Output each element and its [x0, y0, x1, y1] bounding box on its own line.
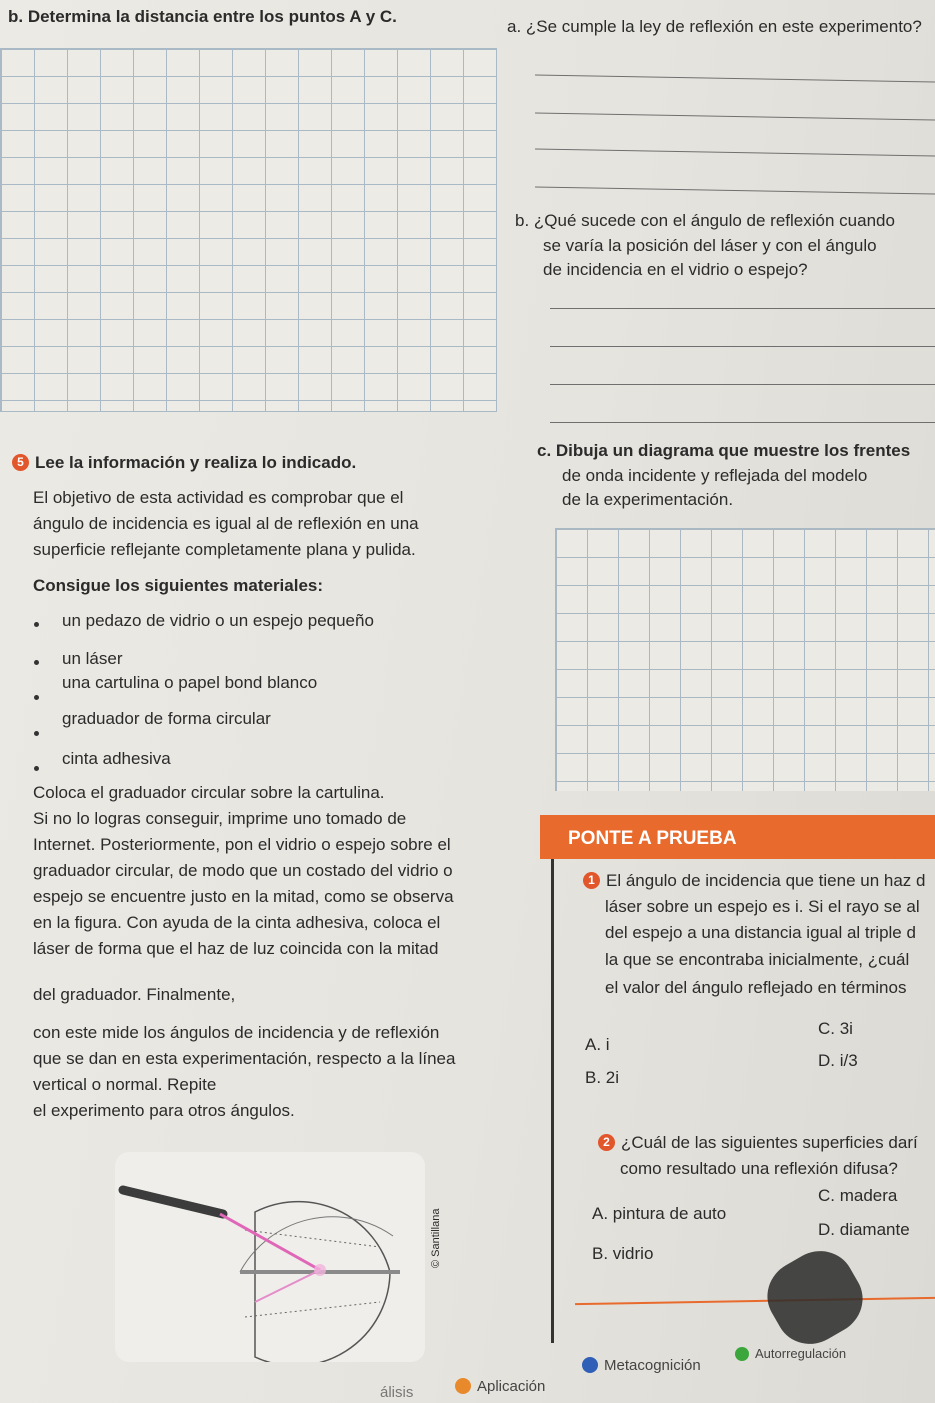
material-item: una cartulina o papel bond blanco [62, 673, 318, 692]
q2-text-1: ¿Cuál de las siguientes superficies darí [621, 1133, 918, 1152]
test-bottom-rule [575, 1297, 935, 1305]
procedure-line: Coloca el graduador circular sobre la cartulina. [33, 783, 385, 802]
q2-option-c[interactable]: C. madera [818, 1186, 898, 1205]
procedure-line: del graduador. Finalmente, [33, 985, 236, 1004]
materials-heading: Consigue los siguientes materiales: [33, 576, 324, 595]
aplicacion-label: Aplicación [477, 1378, 546, 1395]
activity-heading [12, 452, 356, 475]
q2-option-b[interactable]: B. vidrio [592, 1244, 654, 1263]
material-item: un pedazo de vidrio o un espejo pequeño [62, 611, 374, 630]
divider-line [551, 859, 554, 1343]
aplicacion-dot-icon [455, 1378, 471, 1394]
bullet-icon [34, 622, 39, 627]
question-c-line1 [537, 440, 910, 463]
q2-number: 2 [598, 1134, 615, 1151]
metacognicion-dot-icon [582, 1357, 598, 1373]
q2-line [598, 1132, 918, 1155]
autorregulacion-dot-icon [735, 1347, 749, 1361]
answer-line[interactable] [535, 187, 935, 195]
test-banner [540, 815, 935, 859]
answer-line[interactable] [535, 149, 935, 157]
question-a-right: a. ¿Se cumple la ley de reflexión en este experimento? [507, 17, 922, 36]
q1-option-c[interactable]: C. 3i [818, 1019, 853, 1038]
q1-line: la que se encontraba inicialmente, ¿cuál [605, 950, 910, 969]
q1-option-b[interactable]: B. 2i [585, 1068, 620, 1087]
question-b-right-line1: b. ¿Qué sucede con el ángulo de reflexión cuando [515, 211, 895, 230]
footer-autorregulacion [735, 1345, 846, 1363]
procedure-line: vertical o normal. Repite [33, 1075, 217, 1094]
experiment-figure [115, 1152, 425, 1362]
procedure-line: con este mide los ángulos de incidencia y de reflexión [33, 1023, 440, 1042]
bullet-icon [34, 731, 39, 736]
procedure-line: el experimento para otros ángulos. [33, 1101, 295, 1120]
autorregulacion-label: Autorregulación [755, 1346, 847, 1361]
q2-option-a[interactable]: A. pintura de auto [592, 1204, 727, 1223]
q1-line: láser sobre un espejo es i. Si el rayo se al [605, 897, 920, 916]
bullet-icon [34, 766, 39, 771]
q2-option-d[interactable]: D. diamante [818, 1220, 910, 1239]
answer-grid-diagram[interactable] [555, 528, 935, 791]
answer-line[interactable] [550, 308, 935, 309]
answer-line[interactable] [535, 75, 935, 83]
procedure-line: láser de forma que el haz de luz coincida con la mitad [33, 939, 439, 958]
q1-option-a[interactable]: A. i [585, 1035, 610, 1054]
question-c-line2: de onda incidente y reflejada del modelo [562, 466, 868, 485]
question-c-line3: de la experimentación. [562, 490, 734, 509]
intro-line: ángulo de incidencia es igual al de reflexión en una [33, 514, 419, 533]
material-item: un láser [62, 649, 123, 668]
question-b-text: b. Determina la distancia entre los puntos A y C. [8, 7, 397, 26]
bullet-icon [34, 695, 39, 700]
footer-metacognicion [582, 1356, 701, 1376]
intro-line: El objetivo de esta actividad es comprobar que el [33, 488, 404, 507]
material-item: cinta adhesiva [62, 749, 171, 768]
answer-line[interactable] [535, 113, 935, 121]
activity-heading-text: Lee la información y realiza lo indicado. [35, 453, 357, 472]
question-b-right-line2: se varía la posición del láser y con el ángulo [543, 236, 877, 255]
protractor-laser-illustration [115, 1152, 425, 1362]
footer-fragment: álisis [380, 1384, 414, 1401]
question-c-text-1: c. Dibuja un diagrama que muestre los frentes [537, 441, 911, 460]
procedure-line: Si no lo logras conseguir, imprime uno tomado de [33, 809, 407, 828]
q1-option-d[interactable]: D. i/3 [818, 1051, 858, 1070]
procedure-line: espejo se encuentre justo en la mitad, como se observa [33, 887, 454, 906]
procedure-line: en la figura. Con ayuda de la cinta adhesiva, coloca el [33, 913, 441, 932]
metacognicion-label: Metacognición [604, 1357, 701, 1374]
intro-line: superficie reflejante completamente plana y pulida. [33, 540, 416, 559]
footer-aplicacion [455, 1377, 545, 1397]
q2-line: como resultado una reflexión difusa? [620, 1159, 898, 1178]
activity-number: 5 [12, 454, 29, 471]
q1-number: 1 [583, 872, 600, 889]
q1-line: el valor del ángulo reflejado en términos [605, 978, 907, 997]
procedure-line: graduador circular, de modo que un costado del vidrio o [33, 861, 453, 880]
q1-text-1: El ángulo de incidencia que tiene un haz d [606, 871, 926, 890]
procedure-line: Internet. Posteriormente, pon el vidrio o espejo sobre el [33, 835, 451, 854]
figure-credit: © Santillana [430, 1208, 442, 1268]
procedure-line: que se dan en esta experimentación, respecto a la línea [33, 1049, 456, 1068]
answer-line[interactable] [550, 384, 935, 385]
finger-shadow [755, 1238, 875, 1357]
question-b-right-line3: de incidencia en el vidrio o espejo? [543, 260, 808, 279]
material-item: graduador de forma circular [62, 709, 271, 728]
q1-line [583, 870, 925, 893]
test-banner-text: PONTE A PRUEBA [568, 828, 737, 849]
bullet-icon [34, 660, 39, 665]
answer-line[interactable] [550, 346, 935, 347]
question-b-left [8, 6, 397, 29]
answer-line[interactable] [550, 422, 935, 423]
answer-grid-top[interactable] [0, 48, 497, 412]
q1-line: del espejo a una distancia igual al triple d [605, 923, 916, 942]
